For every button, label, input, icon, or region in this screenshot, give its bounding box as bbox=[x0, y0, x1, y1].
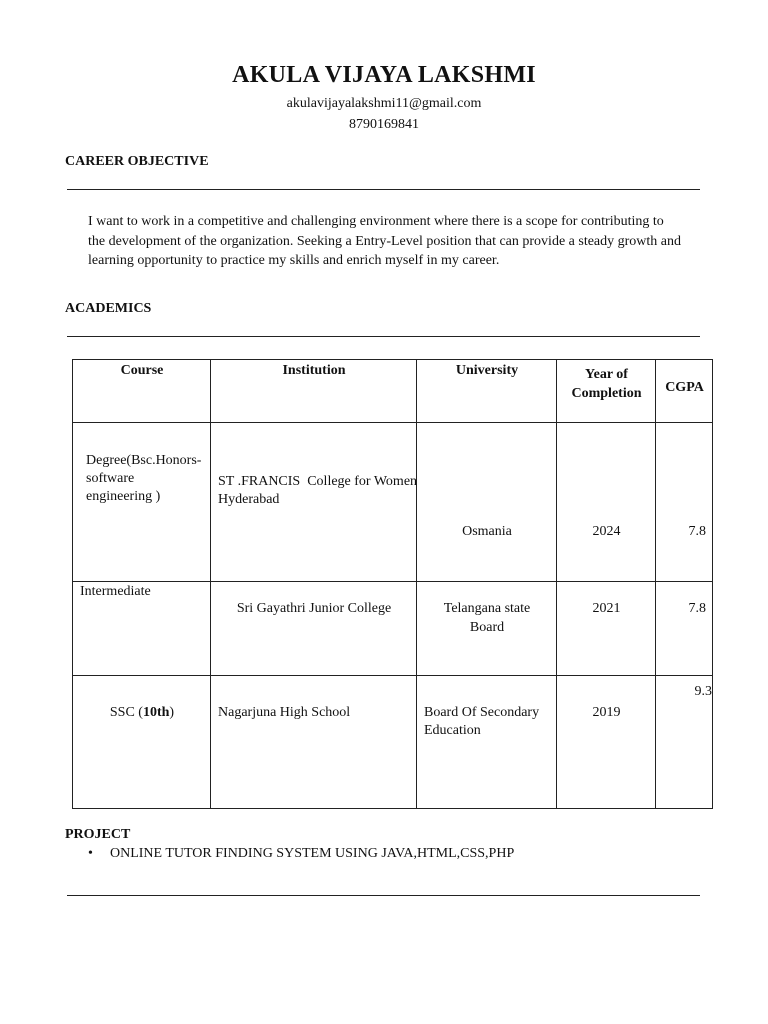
cgpa-cell: 9.3 bbox=[656, 676, 713, 809]
table-row bbox=[73, 676, 713, 809]
table-row bbox=[73, 423, 713, 582]
course-cell bbox=[73, 676, 211, 809]
institution-cell: Nagarjuna High School bbox=[211, 676, 417, 809]
section-divider bbox=[67, 189, 700, 190]
column-header-cgpa: CGPA bbox=[656, 360, 713, 423]
bullet-icon: • bbox=[88, 846, 93, 861]
column-header-year: Year of Completion bbox=[557, 360, 656, 423]
cgpa-cell: 7.8 bbox=[656, 582, 713, 676]
year-cell: 2021 bbox=[557, 582, 656, 676]
university-cell: Telangana state Board bbox=[417, 582, 557, 676]
institution-cell: Sri Gayathri Junior College bbox=[211, 582, 417, 676]
objective-line: learning opportunity to practice my skills and enrich myself in my career. bbox=[88, 253, 500, 268]
academics-table bbox=[72, 359, 713, 809]
course-text: SSC (10th) bbox=[109, 705, 175, 720]
year-cell: 2024 bbox=[557, 423, 656, 582]
section-divider bbox=[67, 336, 700, 337]
institution-cell: ST .FRANCIS College for Women Hyderabad bbox=[211, 423, 417, 582]
email-address: akulavijayalakshmi11@gmail.com bbox=[286, 96, 482, 111]
career-objective-heading: CAREER OBJECTIVE bbox=[65, 154, 209, 169]
university-cell: Osmania bbox=[417, 423, 557, 582]
column-header-university: University bbox=[417, 360, 557, 423]
table-header-row bbox=[73, 360, 713, 423]
course-cell: Degree(Bsc.Honors- software engineering ) bbox=[73, 423, 211, 582]
academics-heading: ACADEMICS bbox=[65, 301, 152, 316]
project-list-item bbox=[88, 846, 514, 862]
career-objective-text bbox=[88, 212, 710, 271]
column-header-course: Course bbox=[73, 360, 211, 423]
phone-number: 8790169841 bbox=[349, 117, 419, 132]
section-divider bbox=[67, 895, 700, 896]
table-row bbox=[73, 582, 713, 676]
objective-line: I want to work in a competitive and challenging environment where there is a scope for contributing to bbox=[88, 214, 664, 229]
course-cell: Intermediate bbox=[73, 582, 211, 676]
column-header-institution: Institution bbox=[211, 360, 417, 423]
cgpa-cell: 7.8 bbox=[656, 423, 713, 582]
candidate-name: AKULA VIJAYA LAKSHMI bbox=[232, 62, 536, 88]
objective-line: the development of the organization. Seeking a Entry-Level position that can provide a steady growth and bbox=[88, 233, 682, 249]
project-heading: PROJECT bbox=[65, 827, 131, 842]
university-cell: Board Of Secondary Education bbox=[417, 676, 557, 809]
project-title: ONLINE TUTOR FINDING SYSTEM USING JAVA,HTML,CSS,PHP bbox=[110, 846, 515, 861]
year-cell: 2019 bbox=[557, 676, 656, 809]
